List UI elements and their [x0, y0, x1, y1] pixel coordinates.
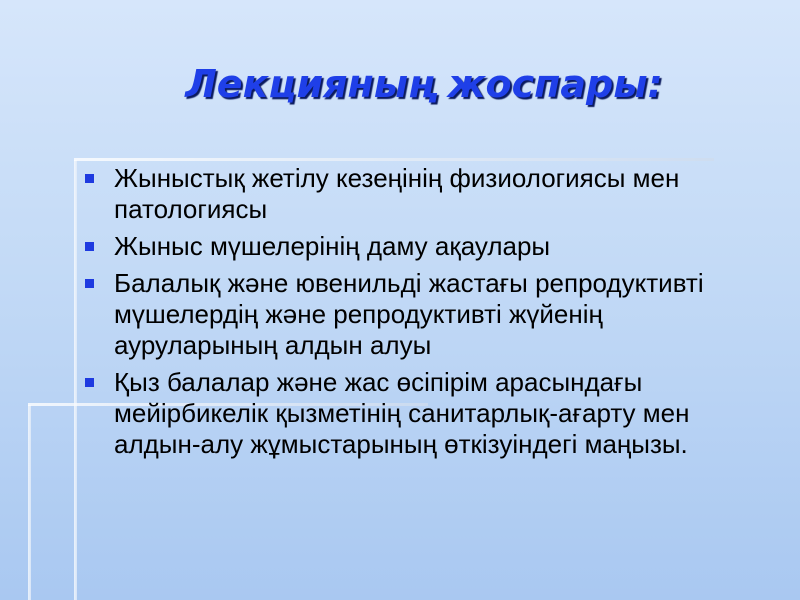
bullet-list — [80, 163, 770, 460]
bullet-text: Балалық және ювенильді жастағы репродуктивті мүшелердің және репродуктивті жүйенің ауруларының алдын алуы — [114, 268, 704, 360]
bullet-item — [80, 231, 770, 262]
bullet-item — [80, 367, 770, 460]
decorative-horizontal-line — [74, 158, 714, 161]
square-bullet-icon — [85, 242, 94, 251]
slide-content — [80, 163, 770, 466]
bullet-item — [80, 268, 770, 361]
square-bullet-icon — [85, 279, 94, 288]
bullet-item — [80, 163, 770, 225]
slide-title: Лекцияның жоспары: — [185, 62, 663, 106]
bullet-text: Қыз балалар және жас өсіпірім арасындағы мейірбикелік қызметінің санитарлық-ағарту мен алдын-алу жұмыстарының өткізуіндегі маңызы. — [114, 367, 690, 459]
bullet-text: Жыныс мүшелерінің даму ақаулары — [114, 231, 551, 261]
decorative-vertical-line — [74, 160, 77, 600]
bullet-text: Жыныстық жетілу кезеңінің физиологиясы мен патологиясы — [114, 163, 680, 224]
square-bullet-icon — [85, 378, 94, 387]
square-bullet-icon — [85, 174, 94, 183]
decorative-vertical-line — [28, 405, 31, 600]
